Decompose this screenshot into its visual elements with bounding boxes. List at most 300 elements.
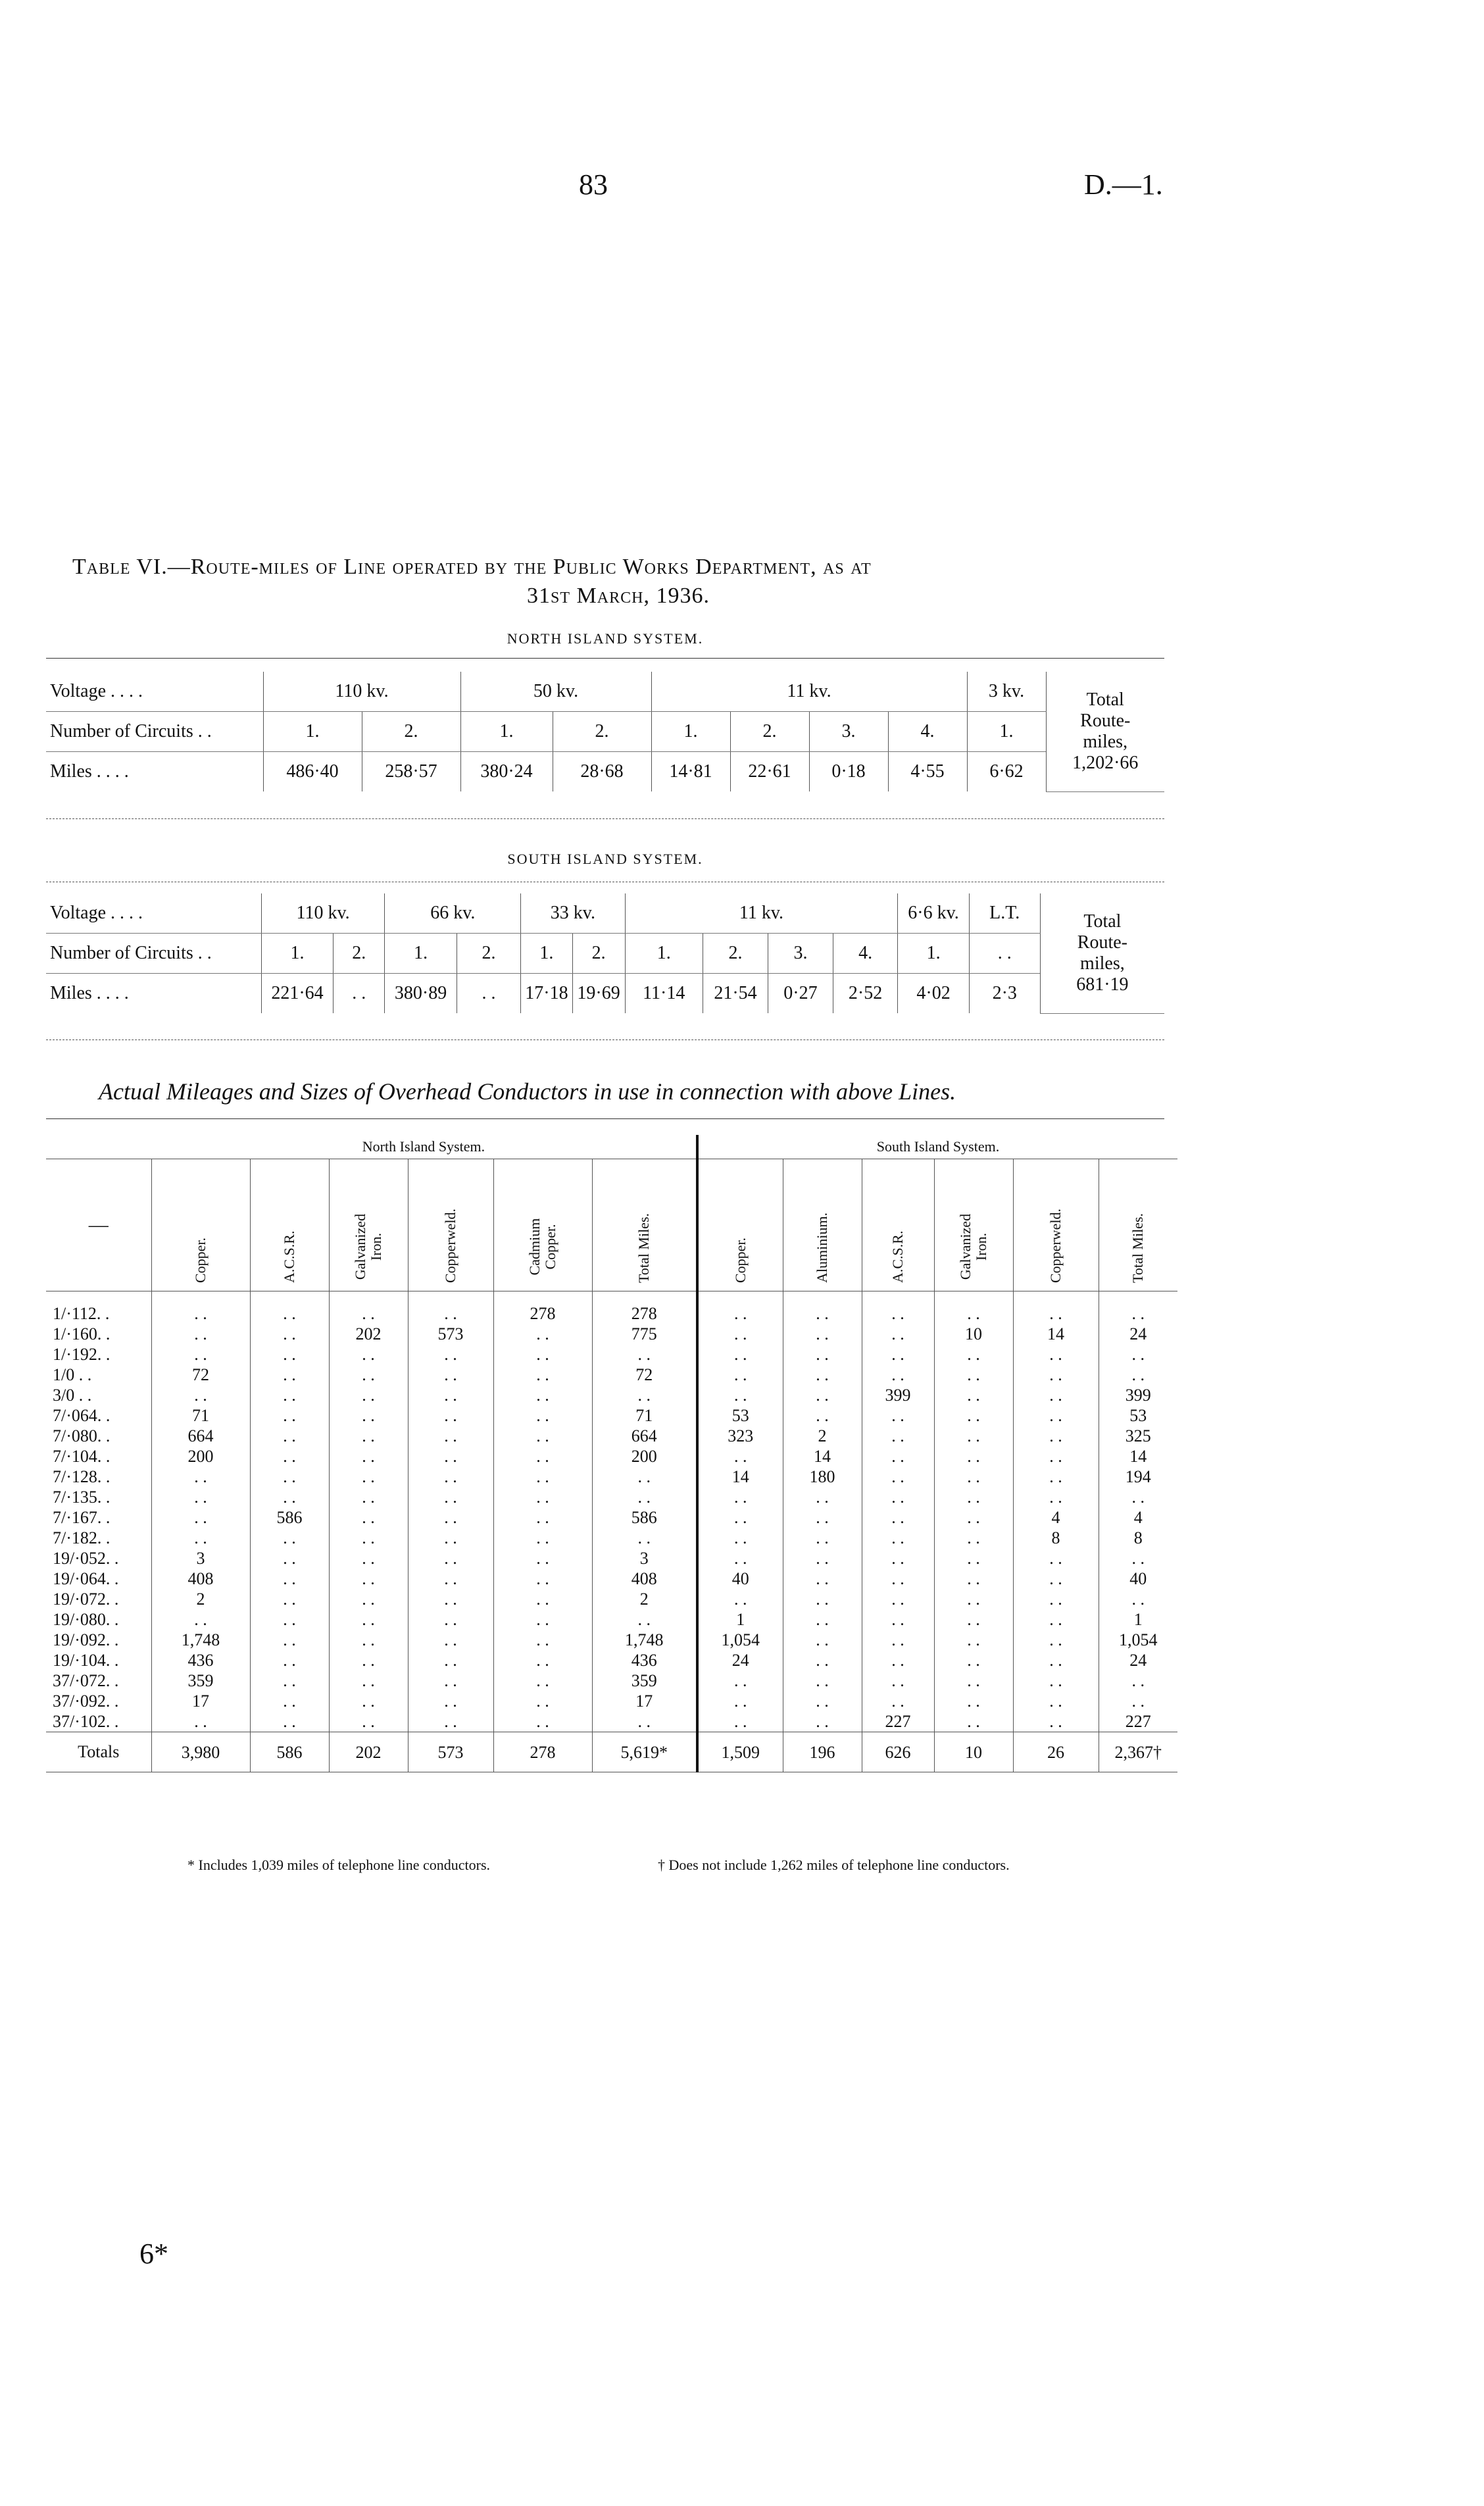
mileage-cell: . . [816, 1406, 829, 1425]
mileage-cell: . . [891, 1426, 904, 1445]
north-bottom-rule [46, 818, 1164, 819]
conductor-size: 7/·167. . [53, 1508, 111, 1527]
mileage-cell: . . [283, 1467, 296, 1486]
south-total-cell: 2,367† [1099, 1732, 1177, 1772]
south-total-cell: 26 [1013, 1732, 1099, 1772]
mileage-cell: . . [891, 1488, 904, 1507]
mileage-cell: 24 [1129, 1324, 1147, 1343]
mileage-cell: . . [967, 1630, 980, 1649]
north-column-0 [151, 1291, 250, 1732]
mileage-cell: . . [362, 1610, 375, 1629]
mileage-cell: . . [1131, 1304, 1145, 1323]
mileage-cell: . . [637, 1712, 651, 1731]
total-route-miles [1046, 672, 1164, 791]
south-island-title: SOUTH ISLAND SYSTEM. [507, 851, 703, 867]
mileage-cell: . . [734, 1508, 747, 1527]
conductor-size: 7/·128. . [53, 1467, 111, 1486]
north-total-cell: 202 [329, 1732, 408, 1772]
circuit-cell: 1. [625, 934, 703, 974]
circuit-cell: 2. [703, 934, 768, 974]
miles-cell: 6·62 [967, 752, 1046, 792]
mileage-cell: 664 [187, 1426, 214, 1445]
north-total-cell: 3,980 [151, 1732, 250, 1772]
miles-cell: 28·68 [553, 752, 651, 792]
sheet-signature-mark: 6* [139, 2238, 168, 2270]
voltage-110kv: 110 kv. [263, 672, 460, 712]
mileage-cell: . . [283, 1324, 296, 1343]
mileage-cell: 200 [187, 1447, 214, 1466]
mileage-cell: . . [194, 1386, 207, 1405]
mileage-cell: . . [891, 1651, 904, 1670]
mileage-cell: 408 [187, 1569, 214, 1588]
mileage-cell: . . [194, 1324, 207, 1343]
total-route-miles-value: 681·19 [1076, 974, 1129, 995]
circuit-cell: 1. [460, 712, 553, 752]
mileage-cell: . . [362, 1304, 375, 1323]
south-col-acsr: A.C.S.R. [862, 1159, 934, 1291]
mileage-cell: 2 [196, 1590, 205, 1609]
mileage-cell: 14 [814, 1447, 831, 1466]
mileage-cell: . . [1049, 1630, 1062, 1649]
circuit-cell: 3. [768, 934, 833, 974]
mileage-cell: . . [816, 1304, 829, 1323]
mileage-cell: . . [967, 1386, 980, 1405]
north-col-copper: Copper. [151, 1159, 250, 1291]
miles-cell: 258·57 [362, 752, 460, 792]
mileage-cell: . . [536, 1590, 549, 1609]
mileage-cell: . . [444, 1528, 457, 1547]
mileage-cell: 24 [731, 1651, 749, 1670]
south-column-0 [697, 1291, 783, 1732]
south-total-cell: 626 [862, 1732, 934, 1772]
mileage-cell: . . [536, 1549, 549, 1568]
mileage-cell: 1 [1133, 1610, 1143, 1629]
mileage-cell: . . [967, 1304, 980, 1323]
mileage-cell: . . [283, 1304, 296, 1323]
conductor-size: 37/·072. . [53, 1671, 119, 1690]
miles-cell: 14·81 [651, 752, 730, 792]
mileage-cell: 71 [635, 1406, 653, 1425]
mileage-cell: . . [283, 1712, 296, 1731]
row-label-miles: Miles . . . . [50, 983, 129, 1003]
mileage-cell: . . [1049, 1692, 1062, 1711]
mileage-cell: . . [816, 1508, 829, 1527]
circuit-cell: 1. [261, 934, 333, 974]
group-blank [46, 1135, 151, 1159]
conductor-size: 1/·192. . [53, 1345, 111, 1364]
mileage-cell: . . [444, 1692, 457, 1711]
mileage-cell: 664 [631, 1426, 657, 1445]
mileage-cell: . . [283, 1345, 296, 1364]
mileage-cell: . . [194, 1304, 207, 1323]
conductor-size: 37/·092. . [53, 1692, 119, 1711]
north-col-copperweld: Copperweld. [408, 1159, 493, 1291]
mileage-cell: . . [734, 1712, 747, 1731]
circuit-cell: 2. [334, 934, 385, 974]
voltage-110kv: 110 kv. [261, 893, 385, 934]
mileage-cell: . . [891, 1467, 904, 1486]
mileage-cell: . . [194, 1610, 207, 1629]
mileage-cell: . . [536, 1345, 549, 1364]
north-col-acsr: A.C.S.R. [250, 1159, 329, 1291]
mileage-cell: . . [1049, 1304, 1062, 1323]
mileage-cell: . . [1049, 1671, 1062, 1690]
mileage-cell: 202 [355, 1324, 382, 1343]
mileage-cell: . . [816, 1324, 829, 1343]
mileage-cell: 586 [276, 1508, 303, 1527]
north-column-1 [250, 1291, 329, 1732]
mileage-cell: . . [967, 1712, 980, 1731]
mileage-cell: . . [362, 1365, 375, 1384]
mileage-cell: . . [1049, 1345, 1062, 1364]
south-col-copper: Copper. [697, 1159, 783, 1291]
mileage-cell: . . [1131, 1549, 1145, 1568]
south-col-copperweld: Copperweld. [1013, 1159, 1099, 1291]
row-label-circuits: Number of Circuits . . [46, 934, 261, 974]
south-column-3 [934, 1291, 1013, 1732]
footnote-telephone-excluded: † Does not include 1,262 miles of telephone line conductors. [658, 1857, 1010, 1873]
circuit-cell: 1. [967, 712, 1046, 752]
south-column-1 [783, 1291, 862, 1732]
mileage-cell: . . [362, 1406, 375, 1425]
mileage-cell: . . [1049, 1549, 1062, 1568]
mileage-cell: . . [891, 1528, 904, 1547]
miles-cell: . . [457, 974, 521, 1014]
mileage-cell: . . [734, 1549, 747, 1568]
circuit-cell: 1. [898, 934, 969, 974]
south-column-4 [1013, 1291, 1099, 1732]
mileage-cell: . . [967, 1345, 980, 1364]
mileage-cell: . . [1049, 1426, 1062, 1445]
footnote-telephone-included: * Includes 1,039 miles of telephone line conductors. [187, 1857, 491, 1873]
mileage-cell: . . [362, 1651, 375, 1670]
mileage-cell: . . [362, 1467, 375, 1486]
miles-cell: 11·14 [625, 974, 703, 1014]
table-title-line-2: 31st March, 1936. [527, 584, 710, 608]
mileage-cell: . . [734, 1590, 747, 1609]
mileage-cell: . . [816, 1569, 829, 1588]
mileage-cell: . . [637, 1467, 651, 1486]
mileage-cell: . . [967, 1692, 980, 1711]
north-top-rule [46, 658, 1164, 659]
conductors-table [46, 1135, 1177, 1772]
mileage-cell: . . [1131, 1488, 1145, 1507]
mileage-cell: . . [536, 1426, 549, 1445]
mileage-cell: . . [891, 1324, 904, 1343]
mileage-cell: 4 [1133, 1508, 1143, 1527]
mileage-cell: . . [816, 1610, 829, 1629]
mileage-cell: 40 [731, 1569, 749, 1588]
mileage-cell: . . [283, 1651, 296, 1670]
mileage-cell: . . [536, 1365, 549, 1384]
mileage-cell: 227 [885, 1712, 911, 1731]
mileage-cell: . . [967, 1610, 980, 1629]
mileage-cell: . . [362, 1671, 375, 1690]
mileage-cell: . . [444, 1447, 457, 1466]
mileage-cell: 17 [192, 1692, 209, 1711]
mileage-cell: . . [536, 1610, 549, 1629]
conductor-size: 1/·160. . [53, 1324, 111, 1343]
mileage-cell: . . [734, 1528, 747, 1547]
mileage-cell: . . [891, 1610, 904, 1629]
mileage-cell: . . [362, 1590, 375, 1609]
mileage-cell: 8 [1133, 1528, 1143, 1547]
total-route-miles-label: Total Route-miles, [1077, 911, 1127, 974]
mileage-cell: . . [891, 1365, 904, 1384]
circuit-cell: 1. [385, 934, 457, 974]
circuit-cell: 2. [572, 934, 625, 974]
mileage-cell: . . [536, 1447, 549, 1466]
conductor-size: 19/·104. . [53, 1651, 119, 1670]
mileage-cell: . . [536, 1630, 549, 1649]
mileage-cell: . . [444, 1549, 457, 1568]
total-route-miles-label: Total Route-miles, [1080, 689, 1131, 752]
circuit-cell: 2. [362, 712, 460, 752]
mileage-cell: . . [362, 1488, 375, 1507]
south-column-2 [862, 1291, 934, 1732]
mileage-cell: . . [967, 1590, 980, 1609]
north-total-cell: 5,619* [592, 1732, 697, 1772]
mileage-cell: . . [816, 1528, 829, 1547]
mileage-cell: . . [444, 1671, 457, 1690]
mileage-cell: . . [816, 1630, 829, 1649]
conductors-top-rule [46, 1118, 1164, 1119]
mileage-cell: . . [816, 1651, 829, 1670]
mileage-cell: 1,054 [721, 1630, 760, 1649]
miles-cell: 17·18 [521, 974, 572, 1014]
conductor-size: 7/·135. . [53, 1488, 111, 1507]
mileage-cell: . . [444, 1630, 457, 1649]
mileage-cell: . . [444, 1488, 457, 1507]
mileage-cell: . . [734, 1692, 747, 1711]
mileage-cell: 53 [731, 1406, 749, 1425]
mileage-cell: . . [536, 1324, 549, 1343]
total-route-miles [1040, 893, 1164, 1013]
size-column-header: — [46, 1159, 151, 1291]
mileage-cell: . . [362, 1386, 375, 1405]
mileage-cell: . . [444, 1365, 457, 1384]
mileage-cell: . . [536, 1528, 549, 1547]
miles-cell: 22·61 [730, 752, 809, 792]
voltage-lt: L.T. [969, 893, 1040, 934]
mileage-cell: . . [444, 1712, 457, 1731]
mileage-cell: . . [1131, 1345, 1145, 1364]
mileage-cell: . . [283, 1590, 296, 1609]
conductor-size: 19/·072. . [53, 1590, 119, 1609]
mileage-cell: . . [362, 1712, 375, 1731]
mileage-cell: . . [362, 1569, 375, 1588]
mileage-cell: . . [967, 1406, 980, 1425]
north-col-galvanized-iron: Galvanized Iron. [329, 1159, 408, 1291]
table-title-line-1: Table VI.—Route-miles of Line operated by the Public Works Department, as at [72, 555, 872, 579]
miles-cell: 19·69 [572, 974, 625, 1014]
page-number: 83 [579, 168, 608, 201]
mileage-cell: . . [444, 1651, 457, 1670]
mileage-cell: 325 [1125, 1426, 1151, 1445]
mileage-cell: . . [283, 1488, 296, 1507]
mileage-cell: . . [816, 1671, 829, 1690]
voltage-66kv: 66 kv. [385, 893, 521, 934]
mileage-cell: 24 [1129, 1651, 1147, 1670]
mileage-cell: . . [1131, 1692, 1145, 1711]
mileage-cell: 399 [885, 1386, 911, 1405]
mileage-cell: . . [816, 1692, 829, 1711]
voltage-3kv: 3 kv. [967, 672, 1046, 712]
mileage-cell: 323 [728, 1426, 754, 1445]
mileage-cell: . . [1049, 1467, 1062, 1486]
miles-cell: . . [334, 974, 385, 1014]
row-label-voltage: Voltage . . . . [46, 672, 263, 712]
south-column-5 [1099, 1291, 1177, 1732]
mileage-cell: . . [536, 1508, 549, 1527]
mileage-cell: . . [1131, 1590, 1145, 1609]
north-column-5 [592, 1291, 697, 1732]
north-column-4 [493, 1291, 592, 1732]
mileage-cell: . . [1049, 1386, 1062, 1405]
mileage-cell: . . [444, 1590, 457, 1609]
mileage-cell: 180 [809, 1467, 835, 1486]
mileage-cell: . . [816, 1549, 829, 1568]
mileage-cell: . . [283, 1569, 296, 1588]
mileage-cell: . . [734, 1304, 747, 1323]
mileage-cell: 1,748 [625, 1630, 664, 1649]
mileage-cell: . . [1049, 1610, 1062, 1629]
mileage-cell: . . [536, 1692, 549, 1711]
mileage-cell: 227 [1125, 1712, 1151, 1731]
voltage-33kv: 33 kv. [521, 893, 625, 934]
circuit-cell: 1. [521, 934, 572, 974]
circuit-cell: 4. [888, 712, 967, 752]
mileage-cell: 40 [1129, 1569, 1147, 1588]
mileage-cell: . . [444, 1386, 457, 1405]
mileage-cell: 436 [187, 1651, 214, 1670]
mileage-cell: . . [637, 1610, 651, 1629]
south-total-cell: 10 [934, 1732, 1013, 1772]
mileage-cell: 3 [196, 1549, 205, 1568]
total-route-miles-value: 1,202·66 [1072, 752, 1139, 773]
mileage-cell: 194 [1125, 1467, 1151, 1486]
mileage-cell: . . [967, 1426, 980, 1445]
miles-cell: 2·3 [969, 974, 1040, 1014]
mileage-cell: . . [891, 1447, 904, 1466]
document-reference: D.—1. [1084, 168, 1163, 201]
mileage-cell: . . [194, 1712, 207, 1731]
miles-cell: 4·55 [888, 752, 967, 792]
mileage-cell: . . [283, 1386, 296, 1405]
conductor-size: 3/0 . . [53, 1386, 92, 1405]
conductor-size: 37/·102. . [53, 1712, 119, 1731]
north-column-3 [408, 1291, 493, 1732]
mileage-cell: 359 [187, 1671, 214, 1690]
mileage-cell: . . [734, 1447, 747, 1466]
mileage-cell: . . [891, 1345, 904, 1364]
mileage-cell: 71 [192, 1406, 209, 1425]
mileage-cell: . . [734, 1365, 747, 1384]
mileage-cell: . . [1049, 1569, 1062, 1588]
conductor-size: 19/·080. . [53, 1610, 119, 1629]
mileage-cell: . . [536, 1651, 549, 1670]
mileage-cell: 359 [631, 1671, 657, 1690]
south-system-label: South Island System. [697, 1135, 1177, 1159]
mileage-cell: . . [283, 1406, 296, 1425]
north-system-label: North Island System. [151, 1135, 697, 1159]
mileage-cell: . . [816, 1386, 829, 1405]
mileage-cell: . . [1049, 1712, 1062, 1731]
conductor-size: 1/·112. . [53, 1304, 110, 1323]
mileage-cell: . . [637, 1488, 651, 1507]
north-total-cell: 586 [250, 1732, 329, 1772]
conductor-size: 19/·092. . [53, 1630, 119, 1649]
mileage-cell: . . [967, 1508, 980, 1527]
mileage-cell: 14 [731, 1467, 749, 1486]
mileage-cell: . . [734, 1345, 747, 1364]
north-column-2 [329, 1291, 408, 1732]
mileage-cell: . . [283, 1447, 296, 1466]
mileage-cell: 17 [635, 1692, 653, 1711]
mileage-cell: 1 [736, 1610, 745, 1629]
mileage-cell: 14 [1047, 1324, 1064, 1343]
mileage-cell: . . [891, 1692, 904, 1711]
mileage-cell: . . [1049, 1651, 1062, 1670]
mileage-cell: . . [536, 1671, 549, 1690]
south-col-galvanized-iron: Galvanized Iron. [934, 1159, 1013, 1291]
mileage-cell: . . [194, 1467, 207, 1486]
mileage-cell: . . [536, 1386, 549, 1405]
mileage-cell: . . [1049, 1447, 1062, 1466]
south-col-aluminium: Aluminium. [783, 1159, 862, 1291]
miles-cell: 0·18 [809, 752, 888, 792]
mileage-cell: . . [816, 1488, 829, 1507]
mileage-cell: . . [967, 1671, 980, 1690]
mileage-cell: 775 [631, 1324, 657, 1343]
circuit-cell: 4. [833, 934, 898, 974]
mileage-cell: . . [967, 1447, 980, 1466]
miles-cell: 4·02 [898, 974, 969, 1014]
mileage-cell: 399 [1125, 1386, 1151, 1405]
circuit-cell: . . [969, 934, 1040, 974]
miles-cell: 380·24 [460, 752, 553, 792]
circuit-cell: 2. [553, 712, 651, 752]
mileage-cell: . . [1131, 1365, 1145, 1384]
mileage-cell: . . [1049, 1590, 1062, 1609]
mileage-cell: . . [891, 1304, 904, 1323]
mileage-cell: . . [734, 1488, 747, 1507]
mileage-cell: . . [283, 1671, 296, 1690]
south-col-total-miles: Total Miles. [1099, 1159, 1177, 1291]
mileage-cell: . . [637, 1345, 651, 1364]
mileage-cell: . . [891, 1590, 904, 1609]
conductor-size: 7/·104. . [53, 1447, 111, 1466]
mileage-cell: . . [362, 1508, 375, 1527]
south-island-table [46, 893, 1164, 1014]
mileage-cell: . . [444, 1304, 457, 1323]
mileage-cell: 72 [635, 1365, 653, 1384]
mileage-cell: . . [194, 1508, 207, 1527]
mileage-cell: . . [283, 1549, 296, 1568]
mileage-cell: 4 [1051, 1508, 1060, 1527]
mileage-cell: . . [283, 1365, 296, 1384]
mileage-cell: . . [637, 1386, 651, 1405]
mileage-cell: . . [637, 1528, 651, 1547]
voltage-50kv: 50 kv. [460, 672, 651, 712]
mileage-cell: . . [194, 1488, 207, 1507]
south-total-cell: 196 [783, 1732, 862, 1772]
mileage-cell: 573 [437, 1324, 464, 1343]
north-total-cell: 278 [493, 1732, 592, 1772]
conductor-size: 7/·182. . [53, 1528, 111, 1547]
mileage-cell: . . [891, 1549, 904, 1568]
conductor-size: 7/·064. . [53, 1406, 111, 1425]
